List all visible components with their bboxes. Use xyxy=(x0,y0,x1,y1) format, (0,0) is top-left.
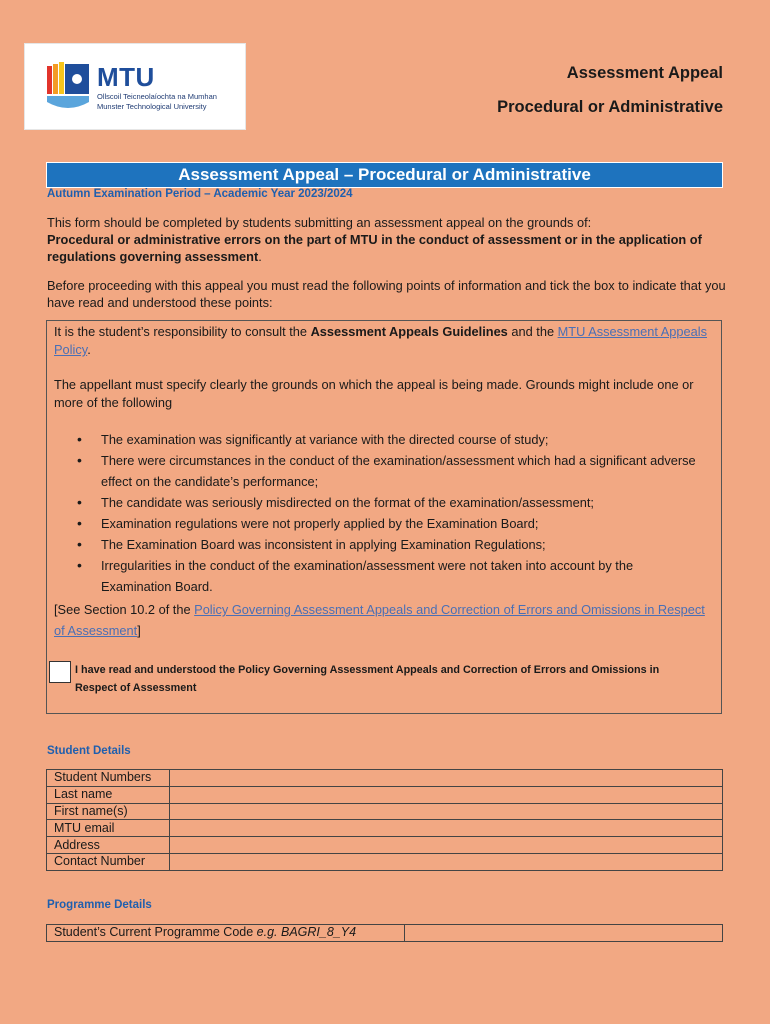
logo-english-name: Munster Technological University xyxy=(97,102,207,111)
responsibility-and: and the xyxy=(507,324,558,339)
last-name-field[interactable] xyxy=(170,786,723,803)
student-details-table xyxy=(46,769,723,871)
grounds-paragraph: The appellant must specify clearly the grounds on which the appeal is being made. Grounds might include one or more of the following xyxy=(54,377,694,410)
grounds-list-item: • There were circumstances in the conduct of the examination/assessment which had a significant adverse effect on the candidate’s performance; xyxy=(47,450,717,492)
logo-wordmark: MTU xyxy=(97,62,155,92)
intro-paragraph xyxy=(47,214,727,265)
form-title-banner: Assessment Appeal – Procedural or Administrative xyxy=(46,162,723,188)
address-label: Address xyxy=(47,837,170,854)
logo-irish-name: Ollscoil Teicneolaíochta na Mumhan xyxy=(97,92,217,101)
table-row xyxy=(47,803,723,820)
first-name-field[interactable] xyxy=(170,803,723,820)
examination-period: Autumn Examination Period – Academic Year 2023/2024 xyxy=(47,188,353,200)
mtu-email-field[interactable] xyxy=(170,820,723,837)
intro-period: . xyxy=(258,249,262,264)
intro-grounds: Procedural or administrative errors on the part of MTU in the conduct of assessment or in the application of regulations governing assessment xyxy=(47,232,702,264)
student-number-field[interactable] xyxy=(170,770,723,787)
section-reference xyxy=(54,599,714,641)
policy-governing-link[interactable]: Policy Governing Assessment Appeals and Correction of Errors and Omissions in Respect of Assessment xyxy=(54,602,705,638)
mtu-email-label: MTU email xyxy=(47,820,170,837)
instructions-paragraph: Before proceeding with this appeal you must read the following points of information and tick the box to indicate that you have read and understood these points: xyxy=(47,278,726,310)
responsibility-paragraph xyxy=(54,323,714,359)
programme-code-text: Student’s Current Programme Code xyxy=(54,925,257,940)
programme-details-table xyxy=(46,924,723,942)
grounds-list-item: • The candidate was seriously misdirected on the format of the examination/assessment; xyxy=(47,492,717,513)
table-row xyxy=(47,786,723,803)
section-reference-text: [See Section 10.2 of the xyxy=(54,602,195,617)
student-number-label: Student Numbers xyxy=(47,770,170,787)
confirm-read-label: I have read and understood the Policy Governing Assessment Appeals and Correction of Errors and Omissions in Respect of Assessment xyxy=(75,664,660,694)
programme-code-field[interactable] xyxy=(405,925,723,942)
mtu-crest-icon xyxy=(47,62,91,112)
table-row xyxy=(47,925,723,942)
grounds-list-item: • The Examination Board was inconsistent in applying Examination Regulations; xyxy=(47,534,717,555)
grounds-list-item: • The examination was significantly at variance with the directed course of study; xyxy=(47,429,717,450)
guidelines-reference: Assessment Appeals Guidelines xyxy=(310,324,508,339)
appeals-policy-link[interactable]: MTU Assessment Appeals Policy xyxy=(54,324,707,357)
responsibility-end: . xyxy=(87,342,91,357)
table-row xyxy=(47,820,723,837)
first-name-label: First name(s) xyxy=(47,803,170,820)
student-details-heading: Student Details xyxy=(47,745,131,757)
confirm-read-checkbox[interactable] xyxy=(49,661,71,683)
table-row xyxy=(47,837,723,854)
mtu-logo xyxy=(24,43,246,130)
contact-number-field[interactable] xyxy=(170,853,723,870)
table-row xyxy=(47,770,723,787)
address-field[interactable] xyxy=(170,837,723,854)
section-reference-end: ] xyxy=(137,623,141,638)
table-row xyxy=(47,853,723,870)
programme-code-label xyxy=(47,925,405,942)
last-name-label: Last name xyxy=(47,786,170,803)
header-title-line1: Assessment Appeal xyxy=(566,64,723,82)
programme-details-heading: Programme Details xyxy=(47,899,152,911)
grounds-list xyxy=(47,429,717,597)
responsibility-text: It is the student’s responsibility to consult the xyxy=(54,324,311,339)
contact-number-label: Contact Number xyxy=(47,853,170,870)
information-box xyxy=(46,320,722,714)
grounds-list-item: • Irregularities in the conduct of the examination/assessment were not taken into account by the Examination Board. xyxy=(47,555,717,597)
grounds-list-item: • Examination regulations were not properly applied by the Examination Board; xyxy=(47,513,717,534)
header-title-line2: Procedural or Administrative xyxy=(497,98,723,116)
intro-text: This form should be completed by students submitting an assessment appeal on the grounds of: xyxy=(47,215,592,230)
programme-code-example: e.g. BAGRI_8_Y4 xyxy=(256,925,357,940)
